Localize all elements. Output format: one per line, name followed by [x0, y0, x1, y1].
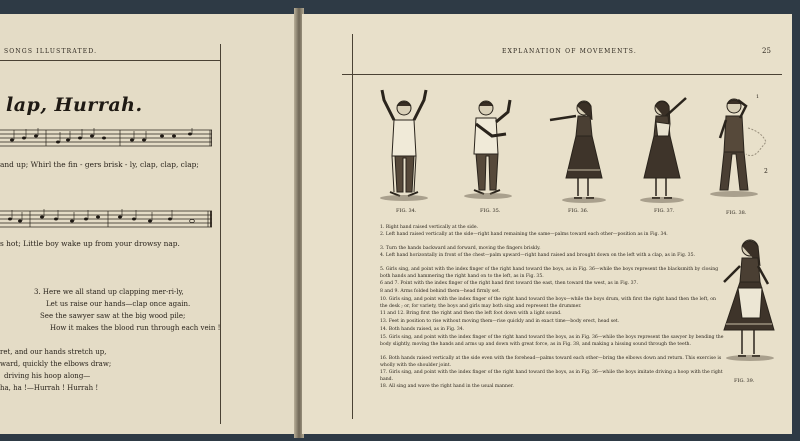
figure-37-illustration [636, 84, 696, 210]
movement-item-10: 10. Girls sing, and point with the index finger of the right hand toward the boys—while the boys drum, with first the right hand then the left, on the desk ; or, for variety, the boys and girls may both sing and represent the drummer. [380, 297, 716, 309]
music-staff-2 [0, 209, 212, 231]
figure-35-caption: FIG. 35. [480, 208, 501, 214]
movement-item-18: 18. All sing and wave the right hand in the usual manner. [380, 384, 514, 389]
movement-item-13: 13. Feet in position to rise without moving them—rise quickly and in exact time—body erect, head set. [380, 319, 620, 324]
right-running-header: EXPLANATION OF MOVEMENTS. [502, 48, 637, 55]
left-page [0, 14, 296, 434]
verse-line: Let us raise our hands—clap once again. [46, 300, 191, 308]
right-page [302, 14, 792, 434]
figure-34-illustration [376, 80, 432, 206]
lyrics-line-2: s hot; Little boy wake up from your drowsy nap. [0, 239, 180, 248]
movement-item-3: 3. Turn the hands backward and forward, moving the fingers briskly. [380, 246, 541, 251]
movement-item-14: 14. Both hands raised, as in Fig. 34. [380, 327, 465, 332]
movement-item-16: 16. Both hands raised vertically at the side even with the forehead—palms toward each other—bring the elbows down and return. This exercise is wholly with the shoulder joint. [380, 356, 722, 368]
movement-item-4: 4. Left hand horizontally in front of the chest—palm upward—right hand raised and brought down on the left with a clap, as in Fig. 35. [380, 253, 695, 258]
lyrics-line-1: and up; Whirl the fin - gers brisk - ly, clap, clap, clap; [0, 160, 199, 169]
left-header-rule [0, 60, 220, 61]
figure-34-caption: FIG. 34. [396, 208, 417, 214]
music-staff-1 [0, 128, 212, 150]
movement-item-6-7: 6 and 7. Point with the index finger of the right hand first toward the east, then toward the west, as in Fig. 37. [380, 281, 638, 286]
figure-36-illustration [546, 86, 610, 210]
movement-item-15: 15. Girls sing, and point with the index finger of the right hand toward the boys, as in Fig. 36—while the boys represent the sawyer by bending the body slightly, moving the hands and arms up and down with great force, as in Fig. 38, and making a hissing sound through the teeth. [380, 335, 724, 347]
right-margin-line [352, 34, 353, 419]
figure-38-caption: FIG. 38. [726, 210, 747, 216]
figure-37-caption: FIG. 37. [654, 208, 675, 214]
verse-line: How it makes the blood run through each vein ! [50, 324, 221, 332]
verse-line: ret, and our hands stretch up, [0, 348, 107, 356]
movement-item-1: 1. Right hand raised vertically at the side. [380, 225, 479, 230]
figure-38-label-1: 1 [756, 94, 760, 100]
verse-line: ha, ha !—Hurrah ! Hurrah ! [0, 384, 99, 392]
movement-item-17: 17. Girls sing, and point with the index finger of the right hand toward the boys, as in Fig. 36—while the boys imitate driving a hoop with the right hand. [380, 370, 723, 382]
movement-item-2: 2. Left hand raised vertically at the side—right hand remaining the same—palms toward each other—position as in Fig. 34. [380, 232, 668, 237]
figure-38-label-2: 2 [764, 168, 768, 175]
left-running-header: SONGS ILLUSTRATED. [4, 48, 98, 55]
figure-35-illustration [462, 82, 520, 206]
verse-line: ward, quickly the elbows draw; [0, 360, 112, 368]
song-title: lap, Hurrah. [6, 94, 143, 116]
verse-line: See the sawyer saw at the big wood pile; [40, 312, 186, 320]
right-header-rule [342, 74, 782, 75]
figure-39-caption: FIG. 39. [734, 378, 755, 384]
movement-item-8-9: 8 and 9. Arms folded behind them—head firmly set. [380, 289, 501, 294]
left-margin-line [220, 44, 221, 424]
figure-36-caption: FIG. 36. [568, 208, 589, 214]
figure-38-illustration [706, 88, 770, 206]
page-number: 25 [762, 47, 771, 55]
movement-item-5: 5. Girls sing, and point with the index finger of the right hand toward the boys, as in Fig. 36—while the boys represent the blacksmith by closing both hands and hammering the right hand on to the left, as in Fig. 35. [380, 267, 719, 279]
figure-39-illustration [716, 226, 782, 376]
movement-item-11-12: 11 and 12. Bring first the right and then the left foot down with a light sound. [380, 311, 562, 316]
verse-line: 3. Here we all stand up clapping mer-ri-ly, [34, 288, 184, 296]
verse-line: driving his hoop along— [4, 372, 91, 380]
